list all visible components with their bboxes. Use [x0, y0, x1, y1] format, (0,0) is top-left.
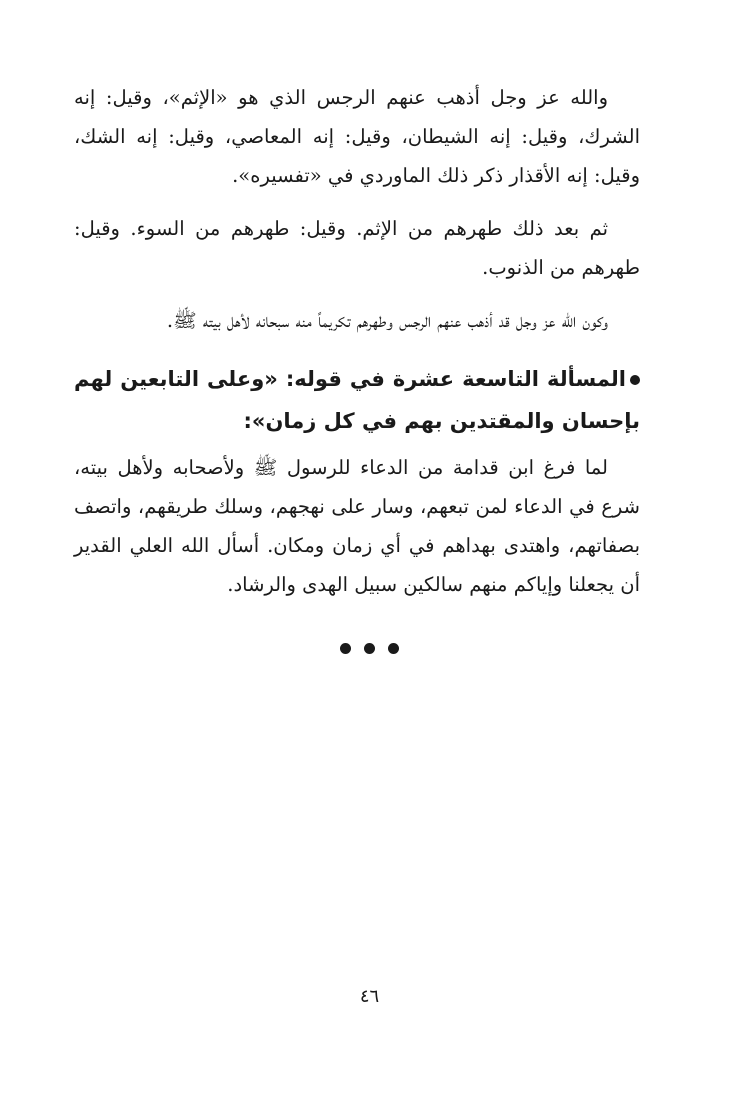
section-body: لما فرغ ابن قدامة من الدعاء للرسول ﷺ ولأصحابه ولأهل بيته، شرع في الدعاء لمن تبعهم، وسار على نهجهم، وسلك طريقهم، واتصف بصفاتهم، واهتدى بهداهم في أي زمان ومكان. أسأل الله العلي القدير أن يجعلنا وإياكم منهم سالكين سبيل الهدى والرشاد.: [74, 456, 640, 596]
separator-dot-icon: [364, 643, 375, 654]
paragraph-honoring-household: وكون الله عز وجل قد أذهب عنهم الرجس وطهرهم تكريماً منه سبحانه لأهل بيته ﷺ.: [166, 309, 608, 332]
section-heading: [74, 358, 640, 442]
separator-dot-icon: [388, 643, 399, 654]
paragraph-purification: ثم بعد ذلك طهرهم من الإثم. وقيل: طهرهم من السوء. وقيل: طهرهم من الذنوب.: [74, 217, 640, 279]
page-number: ٤٦: [359, 986, 380, 1007]
section-separator: [0, 643, 739, 654]
paragraph-rijs-meanings: والله عز وجل أذهب عنهم الرجس الذي هو «الإثم»، وقيل: إنه الشرك، وقيل: إنه الشيطان، وقيل: إنه المعاصي، وقيل: إنه الشك، وقيل: إنه الأقذار ذكر ذلك الماوردي في «تفسيره».: [74, 86, 640, 187]
page-content: [74, 78, 640, 618]
bullet-icon: [630, 375, 640, 385]
section-heading-text: المسألة التاسعة عشرة في قوله: «وعلى التابعين لهم بإحسان والمقتدين بهم في كل زمان»:: [74, 367, 640, 433]
separator-dot-icon: [340, 643, 351, 654]
